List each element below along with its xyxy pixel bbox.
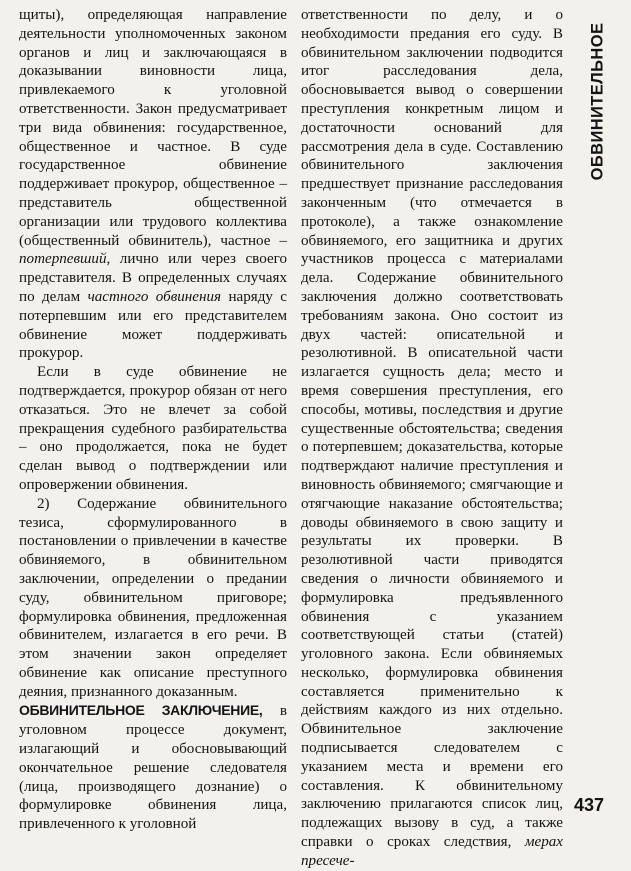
running-head-text: ОБВИНИТЕЛЬНОЕ [588,22,607,180]
cross-reference: мерах пресече- [301,834,563,869]
cross-reference: потерпевший [19,251,107,268]
paragraph-definition [19,6,287,363]
paragraph-refusal: Если в суде обвинение не подтверждается, прокурор обязан от него отказаться. Это не влечет за собой прекращения судебного разбирательства – оно продолжается, пока не будет сделан вывод о подтверждении или опровержении обвинения. [19,364,287,493]
entry-obvinitelnoe-zaklyuchenie [19,701,287,834]
text-run: , лично или через своего представителя. В определенных случаях по делам [19,251,287,305]
entry-text: в уголовном процессе документ, излагающий и обосновывающий окончательное решение следователя (лица, производящего дознание) о формулировке обвинения лица, привлеченного к уголовной [19,703,287,833]
text-run: ответственности по делу, и о необходимости предания его суду. В обвинительном заключении подводится итог расследования дела, обосновывается вывод о совершении преступления конкретным лицом и достаточности оснований для рассмотрения дела в суде. Составлению обвинительного заключения предшествует признание расследования законченным (что отмечается в протоколе), а также ознакомление обвиняемого, его защитника и других участников процесса с материалами дела. Содержание обвинительного заключения должно соответствовать требованиям закона. Оно состоит из двух частей: описательной и резолютивной. В описательной части излагается сущность дела; место и время совершения преступления, его способы, мотивы, последствия и другие существенные обстоятельства; сведения о потерпевшем; доказательства, которые подтверждают наличие преступления и виновность обвиняемого; смягчающие и отягчающие наказание обстоятельства; доводы обвиняемого в свою защиту и результаты их проверки. В резолютивной части приводятся сведения о личности обвиняемого и формулировка предъявленного обвинения с указанием соответствующей статьи (статей) уголовного закона. Если обвиняемых несколько, формулировка обвинения составляется применительно к действиям каждого из них отдельно. Обвинительное заключение подписывается следователем с указанием места и времени его составления. К обвинительному заключению прилагаются список лиц, подлежащих вызову в суд, а также справки о сроках следствия, [301,7,563,851]
cross-reference: частного обвинения [87,288,222,305]
paragraph-continuation [301,6,563,871]
running-head [577,6,619,196]
paragraph-second-meaning: 2) Содержание обвинительного тезиса, сформулированного в постановлении о привлечении в качестве обвиняемого, в обвинительном заключении, определении о предании суду, обвинительном приговоре; формулировка обвинения, предложенная обвинителем, излагается в его речи. В этом значении закон определяет обвинение как описание преступного деяния, признанного доказанным. [19,495,287,700]
page-number: 437 [574,795,605,815]
left-column [19,6,287,834]
entry-term: ОБВИНИТЕЛЬНОЕ ЗАКЛЮЧЕНИЕ, [19,702,263,719]
right-column [301,6,563,871]
text-run: щиты), определяющая направление деятельности уполномоченных законом органов и лиц и заключающаяся в доказывании виновности лица, привлекаемого к уголовной ответственности. Закон предусматривает три вида обвинения: государственное, общественное и частное. В суде государственное обвинение поддерживает прокурор, общественное – представитель общественной организации или трудового коллектива (общественный обвинитель), частное – [19,7,287,249]
text-run: наряду с потерпевшим или его представителем обвинение может поддерживать прокурор. [19,288,288,362]
